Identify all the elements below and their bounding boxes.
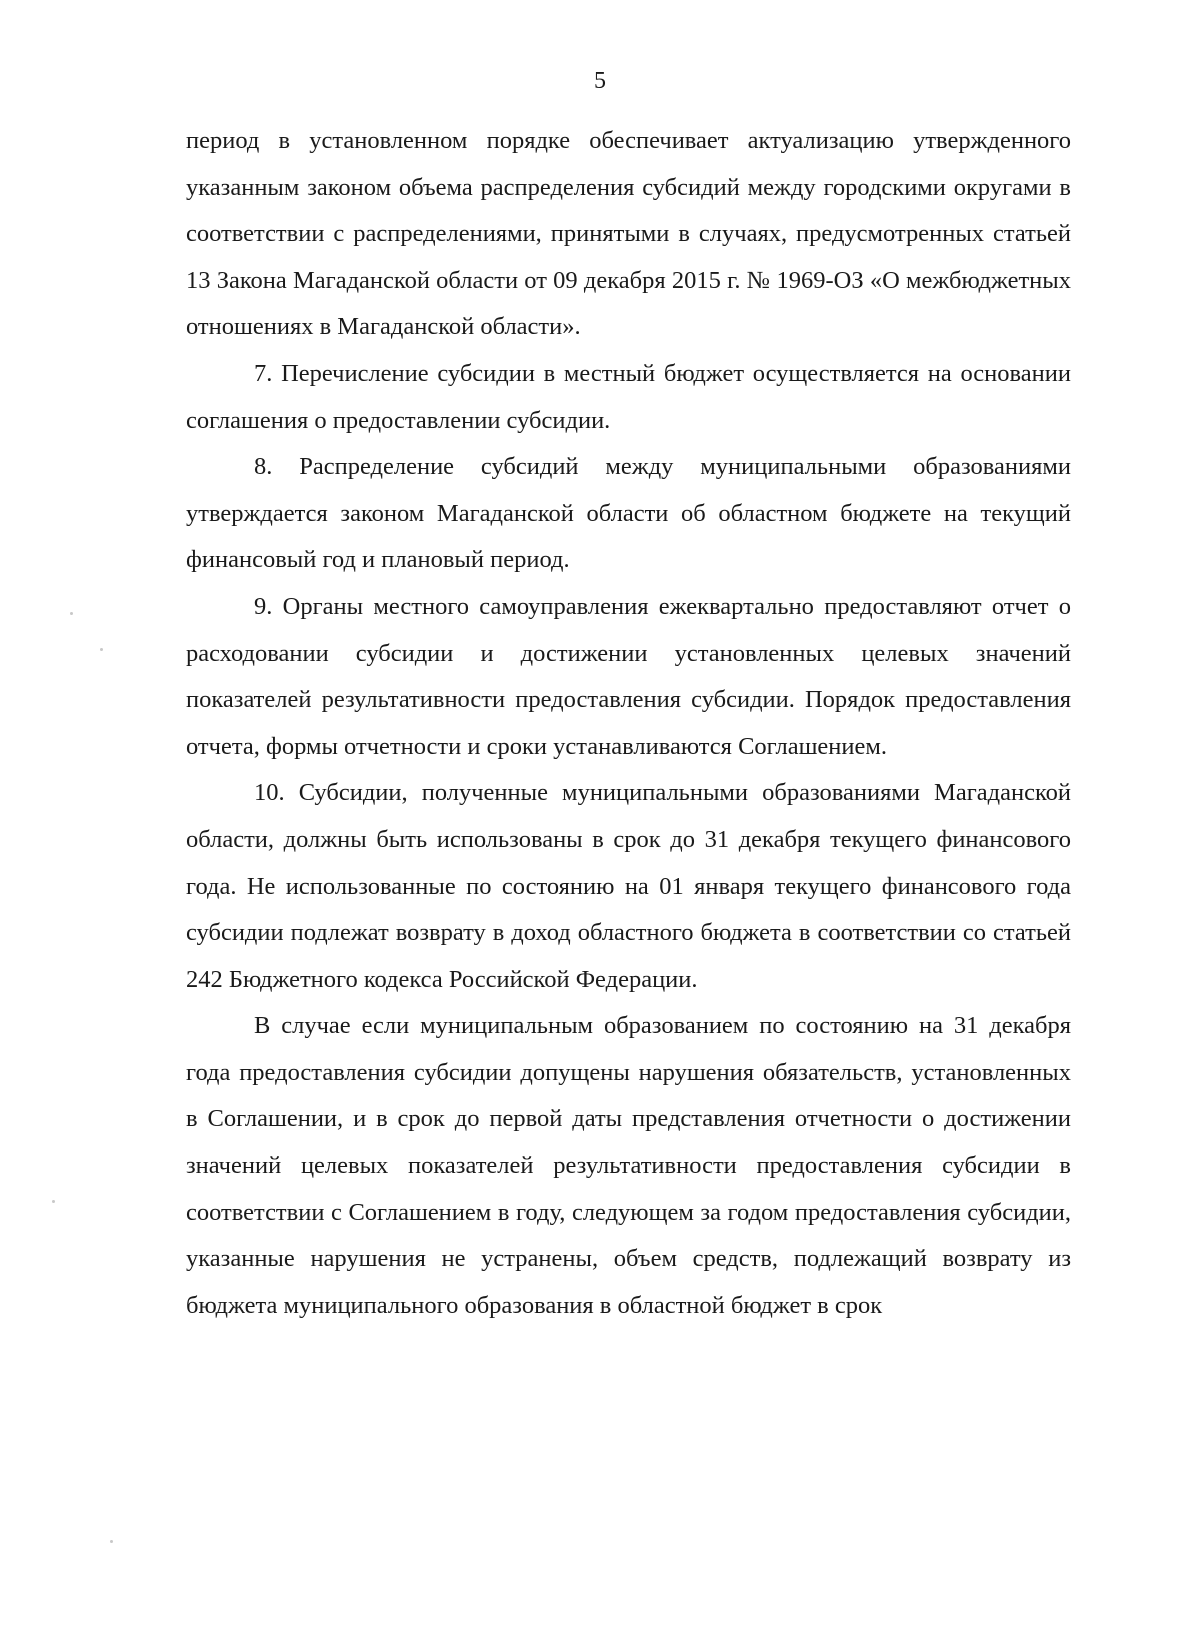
scan-speck (100, 648, 103, 651)
document-body (186, 118, 1071, 1329)
scan-speck (70, 612, 73, 615)
scan-speck (52, 1200, 55, 1203)
paragraph-item-7: 7. Перечисление субсидии в местный бюджет осуществляется на основании соглашения о предоставлении субсидии. (186, 359, 1071, 434)
page-number: 5 (594, 68, 606, 94)
paragraph-item-8: 8. Распределение субсидий между муниципальными образованиями утверждается законом Магаданской области об областном бюджете на текущий финансовый год и плановый период. (186, 453, 1071, 574)
paragraph-item-10: 10. Субсидии, полученные муниципальными образованиями Магаданской области, должны быть использованы в срок до 31 декабря текущего финансового года. Не использованные по состоянию на 01 января текущего финансового года субсидии подлежат возврату в доход областного бюджета в соответствии со статьей 242 Бюджетного кодекса Российской Федерации. (186, 779, 1071, 993)
paragraph-violation-case: В случае если муниципальным образованием по состоянию на 31 декабря года предоставления субсидии допущены нарушения обязательств, установленных в Соглашении, и в срок до первой даты представления отчетности о достижении значений целевых показателей результативности предоставления субсидии в соответствии с Соглашением в году, следующем за годом предоставления субсидии, указанные нарушения не устранены, объем средств, подлежащий возврату из бюджета муниципального образования в областной бюджет в срок (186, 1012, 1071, 1319)
paragraph-item-9: 9. Органы местного самоуправления ежеквартально предоставляют отчет о расходовании субсидии и достижении установленных целевых значений показателей результативности предоставления субсидии. Порядок предоставления отчета, формы отчетности и сроки устанавливаются Соглашением. (186, 592, 1071, 760)
scan-speck (110, 1540, 113, 1543)
paragraph-continuation: период в установленном порядке обеспечивает актуализацию утвержденного указанным законом объема распределения субсидий между городскими округами в соответствии с распределениями, принятыми в случаях, предусмотренных статьей 13 Закона Магаданской области от 09 декабря 2015 г. № 1969-ОЗ «О межбюджетных отношениях в Магаданской области». (186, 127, 1071, 341)
